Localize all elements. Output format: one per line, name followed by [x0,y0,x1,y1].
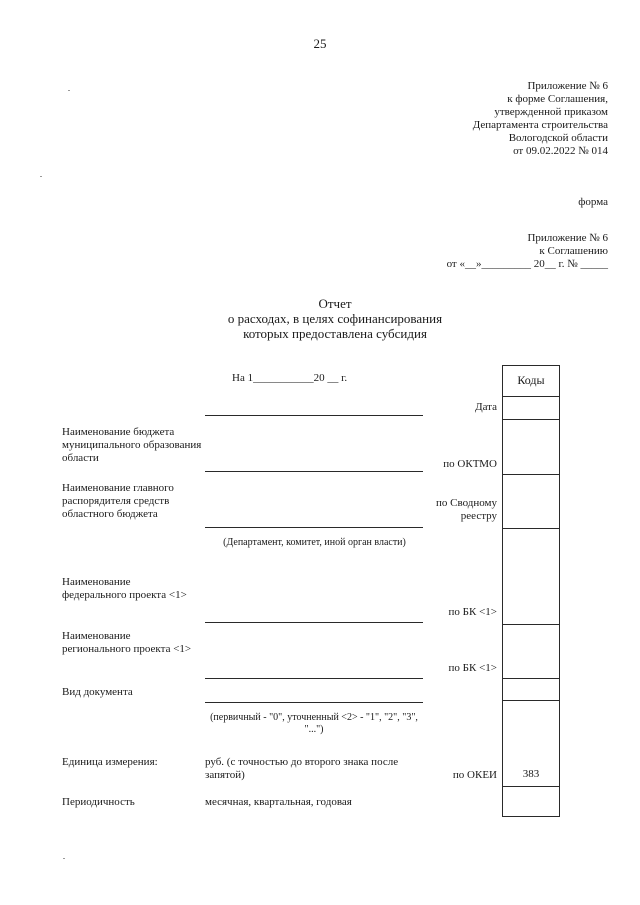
date-code-label: Дата [475,401,497,413]
registry-code-label-line-1: по Сводному [435,497,497,509]
budget-name-fill-line[interactable] [205,471,423,472]
registry-code-label-line-2: реестру [460,510,497,522]
periodicity-label: Периодичность [62,796,135,808]
appendix-line: утвержденной приказом [494,106,608,118]
appendix-line: к форме Соглашения, [507,93,608,105]
agreement-line-2: к Соглашению [539,245,608,257]
codes-table [502,365,560,817]
date-fill-line[interactable] [205,415,423,416]
registry-code-label [400,497,497,523]
bk-code-label-1: по БК <1> [448,606,497,618]
oktmo-code-label: по ОКТМО [443,458,497,470]
agreement-line-1: Приложение № 6 [527,232,608,244]
codes-header: Коды [517,373,545,387]
codes-cell-date [503,396,559,397]
codes-cell-okei [503,700,559,701]
report-date-line: На 1___________20 __ г. [232,372,348,384]
okei-code-label: по ОКЕИ [452,769,497,781]
scan-speck [68,90,70,91]
doc-type-fill-line[interactable] [205,702,423,703]
budget-name-label: Наименование бюджета муниципального образования области [62,426,202,464]
agreement-header [308,232,608,271]
form-label: форма [578,196,608,208]
agreement-line-3: от «__»_________ 20__ г. № _____ [446,258,608,270]
appendix-line: Приложение № 6 [527,80,608,92]
federal-project-label: Наименование федерального проекта <1> [62,576,187,601]
appendix-header [368,80,608,158]
report-title-line-2: о расходах, в целях софинансирования [227,311,443,326]
periodicity-value: месячная, квартальная, годовая [205,796,352,808]
report-title [170,296,500,341]
bk-code-label-2: по БК <1> [448,662,497,674]
report-title-line-1: Отчет [318,296,352,311]
codes-cell-doc-type [503,678,559,679]
doc-type-label: Вид документа [62,686,133,698]
doc-type-note: (первичный - "0", уточненный <2> - "1", "2", "3", "...") [210,712,418,735]
okei-code-value: 383 [522,768,540,780]
unit-value: руб. (с точностью до второго знака после запятой) [205,756,399,781]
appendix-line: Вологодской области [508,132,608,144]
codes-cell-registry [503,474,559,475]
scan-speck [40,176,42,177]
appendix-line: от 09.02.2022 № 014 [513,145,608,157]
page-number: 25 [313,36,327,51]
unit-label: Единица измерения: [62,756,158,768]
federal-project-fill-line[interactable] [205,622,423,623]
codes-cell-periodicity [503,786,559,787]
codes-cell-bk2 [503,624,559,625]
scan-speck [63,858,65,859]
report-title-line-3: которых предоставлена субсидия [243,326,427,341]
chief-manager-fill-line[interactable] [205,527,423,528]
chief-manager-label: Наименование главного распорядителя средств областного бюджета [62,482,174,520]
regional-project-label: Наименование регионального проекта <1> [62,630,192,655]
appendix-line: Департамента строительства [472,119,608,131]
department-note: (Департамент, комитет, иной орган власти) [223,537,406,548]
regional-project-fill-line[interactable] [205,678,423,679]
codes-cell-bk1 [503,528,559,529]
codes-cell-oktmo [503,419,559,420]
